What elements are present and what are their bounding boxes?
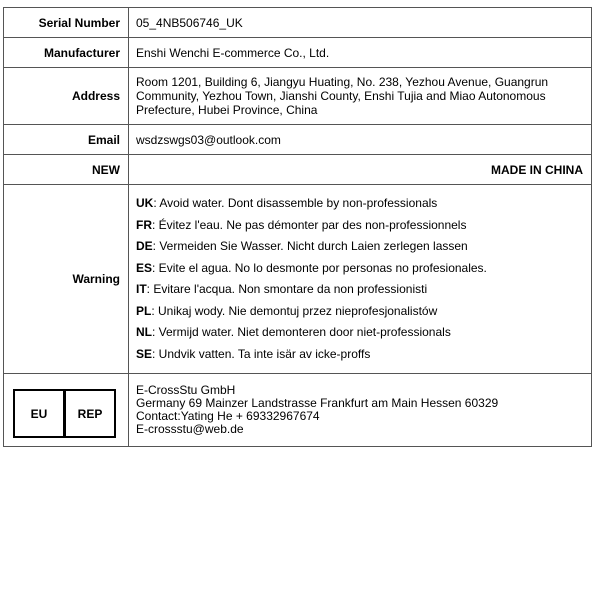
warning-item-pl bbox=[136, 305, 591, 318]
manufacturer-label: Manufacturer bbox=[4, 38, 129, 68]
manufacturer-row bbox=[4, 38, 592, 68]
warning-text: : Vermijd water. Niet demonteren door niet-professionals bbox=[152, 325, 451, 340]
address-label: Address bbox=[4, 68, 129, 125]
warning-list bbox=[129, 185, 592, 374]
new-label: NEW bbox=[4, 155, 129, 185]
warning-item-de bbox=[136, 240, 591, 253]
warning-lang-code: NL bbox=[136, 325, 152, 340]
eu-rep-symbol-cell bbox=[4, 374, 129, 447]
warning-text: : Unikaj wody. Nie demontuj przez nieprofesjonalistów bbox=[151, 303, 438, 318]
eu-rep-symbol bbox=[13, 389, 116, 438]
eu-rep-email: E-crossstu@web.de bbox=[136, 422, 244, 436]
product-label-table bbox=[3, 7, 592, 447]
warning-lang-code: IT bbox=[136, 282, 147, 297]
manufacturer-value: Enshi Wenchi E-commerce Co., Ltd. bbox=[129, 38, 592, 68]
eu-rep-address: Germany 69 Mainzer Landstrasse Frankfurt am Main Hessen 60329 bbox=[136, 396, 499, 410]
warning-lang-code: ES bbox=[136, 260, 153, 275]
eu-rep-company: E-CrossStu GmbH bbox=[136, 383, 236, 397]
warning-lang-code: DE bbox=[136, 239, 153, 254]
warning-text: : Evite el agua. No lo desmonte por personas no profesionales. bbox=[152, 260, 487, 275]
warning-lang-code: SE bbox=[136, 347, 153, 362]
address-line: Community, Yezhou Town, Jianshi County, Enshi Tujia and Miao Autonomous bbox=[136, 89, 546, 103]
warning-item-se bbox=[136, 348, 591, 361]
serial-value: 05_4NB506746_UK bbox=[129, 8, 592, 38]
serial-row bbox=[4, 8, 592, 38]
email-value: wsdzswgs03@outlook.com bbox=[129, 125, 592, 155]
warning-item-uk bbox=[136, 197, 591, 210]
warning-item-es bbox=[136, 262, 591, 275]
warning-text: : Vermeiden Sie Wasser. Nicht durch Laien zerlegen lassen bbox=[152, 239, 468, 254]
email-label: Email bbox=[4, 125, 129, 155]
warning-text: : Évitez l'eau. Ne pas démonter par des non-professionnels bbox=[152, 217, 467, 232]
address-line: Prefecture, Hubei Province, China bbox=[136, 103, 318, 117]
warning-text: : Avoid water. Dont disassemble by non-professionals bbox=[153, 195, 438, 210]
new-row bbox=[4, 155, 592, 185]
warning-label: Warning bbox=[4, 185, 129, 374]
eu-rep-row bbox=[4, 374, 592, 447]
warning-lang-code: FR bbox=[136, 217, 152, 232]
serial-label: Serial Number bbox=[4, 8, 129, 38]
address-value bbox=[129, 68, 592, 125]
warning-lang-code: UK bbox=[136, 195, 154, 210]
warning-item-fr bbox=[136, 219, 591, 232]
origin-value: MADE IN CHINA bbox=[129, 155, 592, 185]
eu-rep-symbol-eu: EU bbox=[15, 391, 66, 436]
eu-rep-details bbox=[129, 374, 592, 447]
warning-text: : Undvik vatten. Ta inte isär av icke-proffs bbox=[152, 347, 371, 362]
address-row bbox=[4, 68, 592, 125]
warning-row bbox=[4, 185, 592, 374]
warning-item-nl bbox=[136, 326, 591, 339]
eu-rep-contact: Contact:Yating He + 69332967674 bbox=[136, 409, 320, 423]
address-line: Room 1201, Building 6, Jiangyu Huating, No. 238, Yezhou Avenue, Guangrun bbox=[136, 75, 549, 89]
warning-lang-code: PL bbox=[136, 303, 152, 318]
warning-text: : Evitare l'acqua. Non smontare da non professionisti bbox=[146, 282, 428, 297]
warning-item-it bbox=[136, 283, 591, 296]
eu-rep-symbol-rep: REP bbox=[77, 406, 103, 421]
email-row bbox=[4, 125, 592, 155]
